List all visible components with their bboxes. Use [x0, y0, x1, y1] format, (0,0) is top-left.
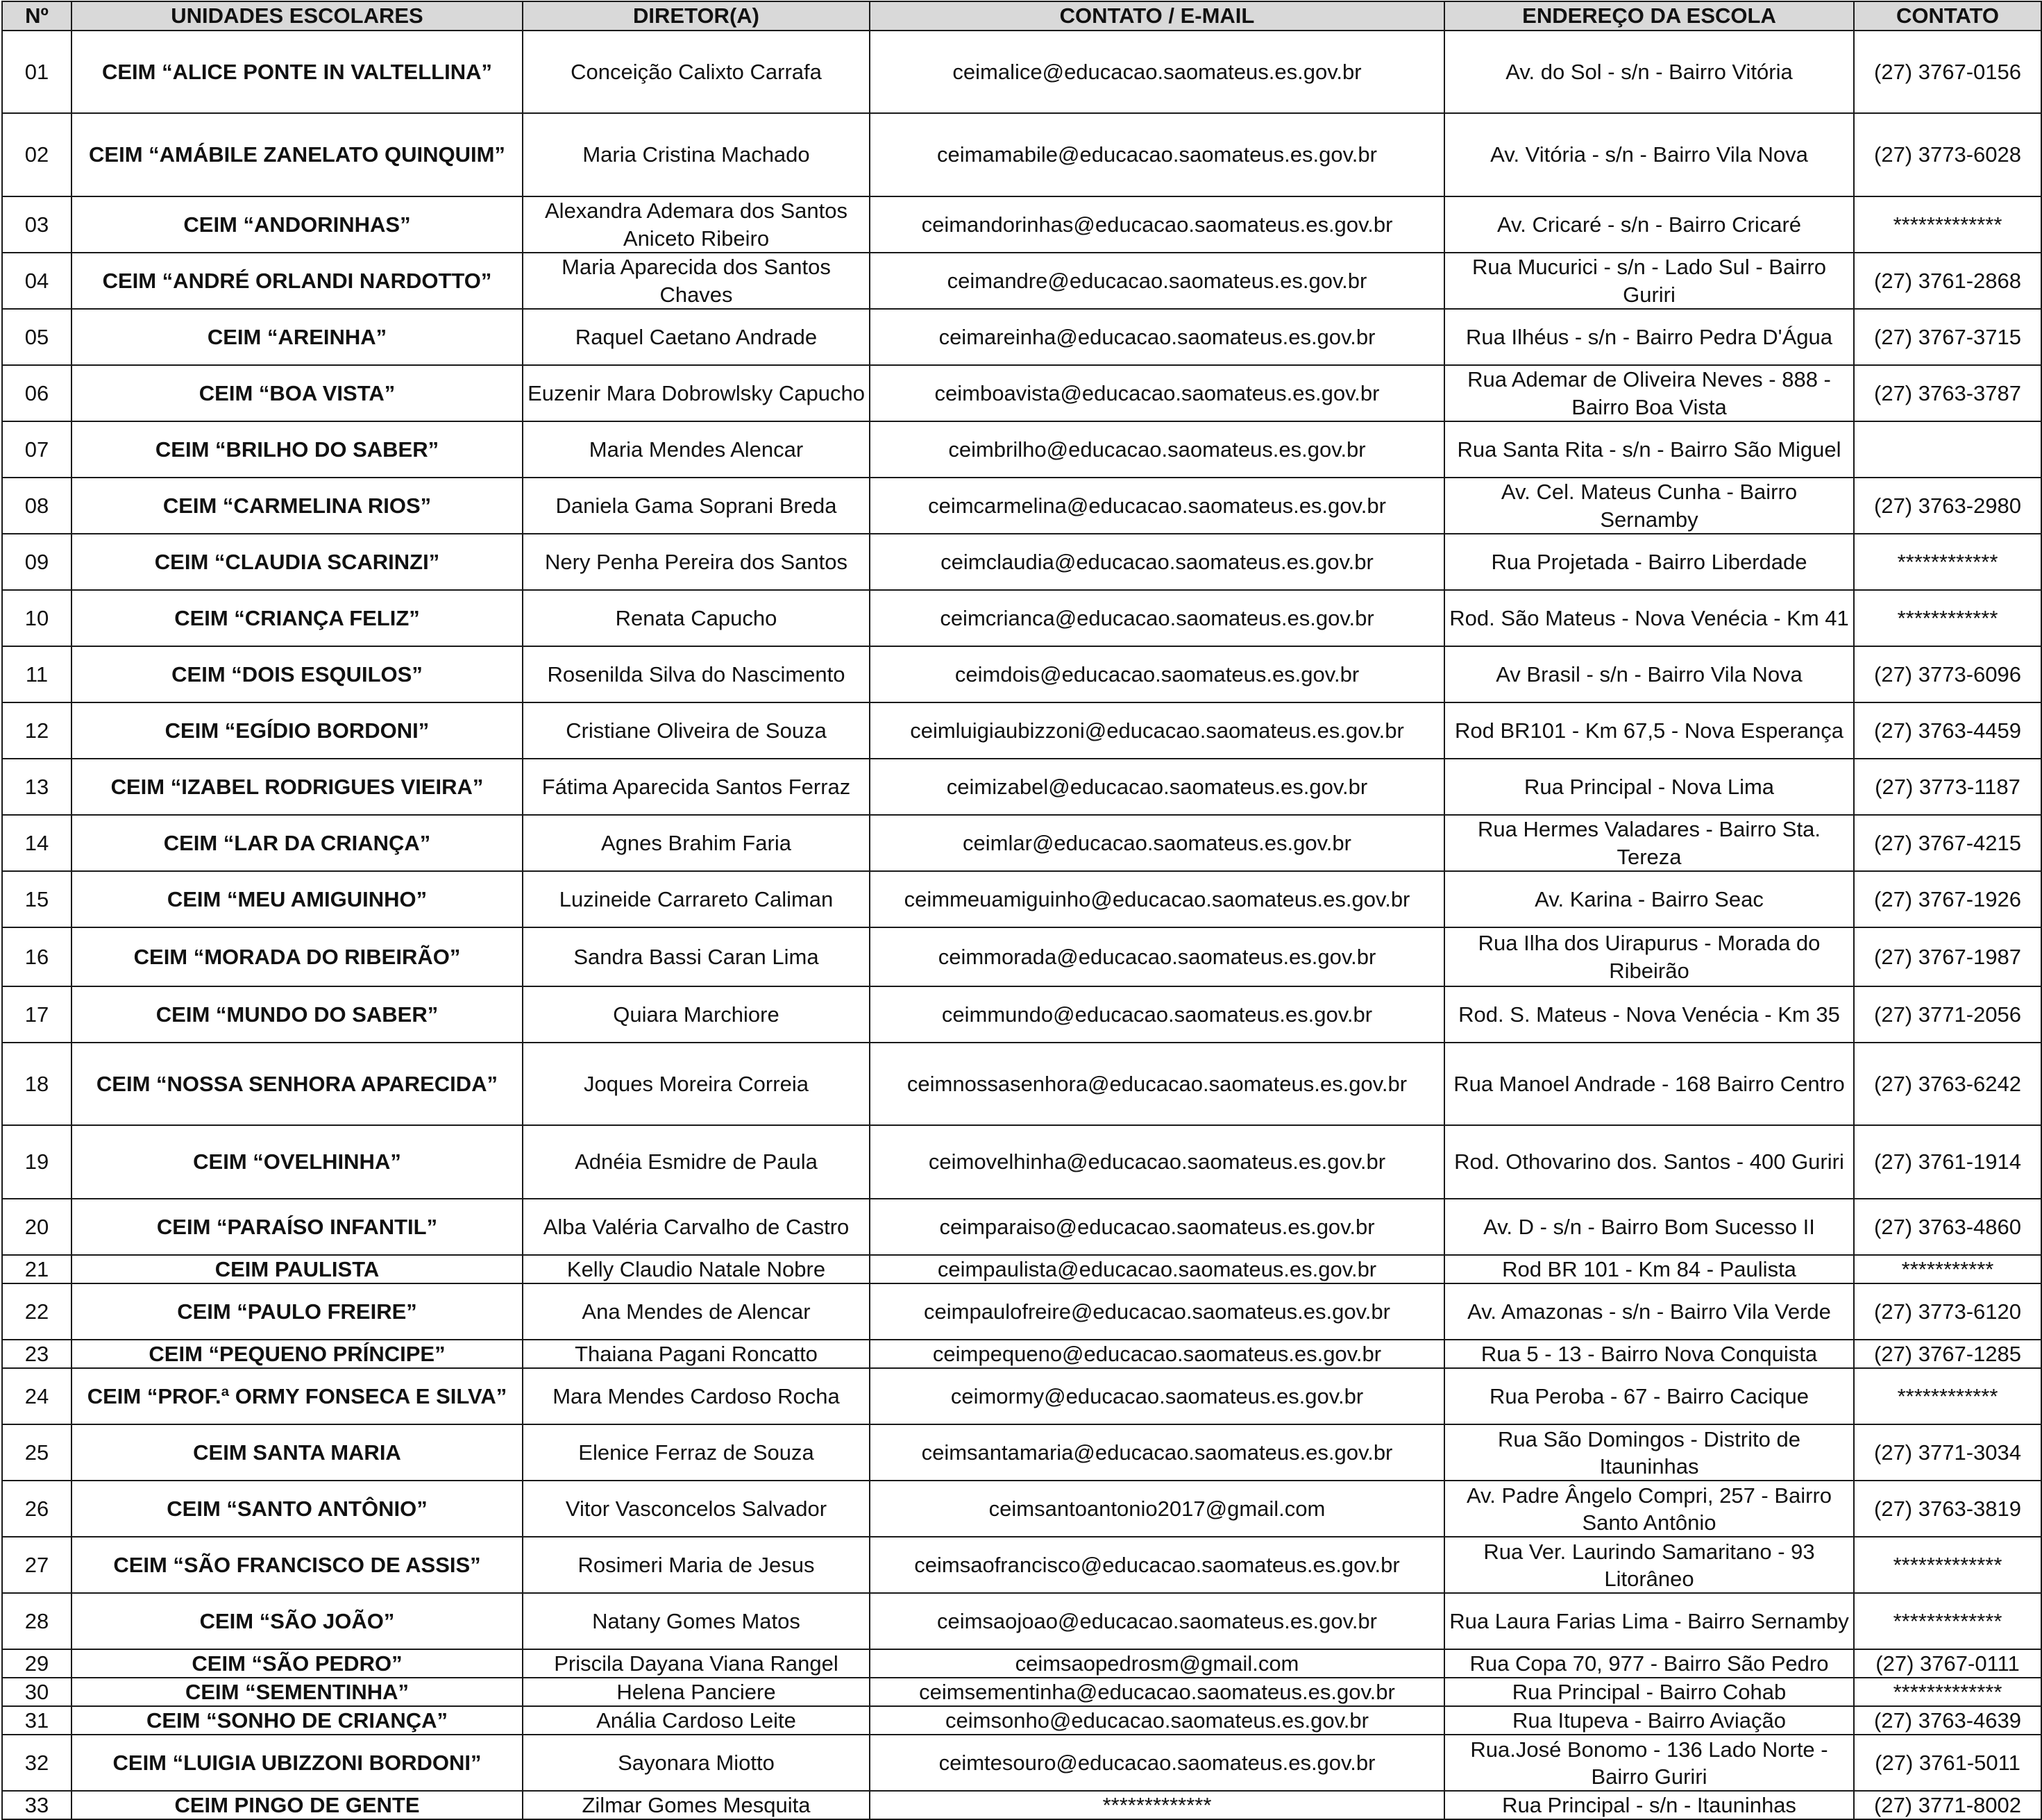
- cell-school: CEIM “PEQUENO PRÍNCIPE”: [71, 1340, 523, 1368]
- table-row: [2, 590, 2041, 646]
- table-row: [2, 1368, 2041, 1424]
- cell-school: CEIM “ANDORINHAS”: [71, 196, 523, 253]
- cell-director: Zilmar Gomes Mesquita: [523, 1791, 870, 1819]
- header-address: ENDEREÇO DA ESCOLA: [1444, 1, 1854, 31]
- cell-address: Av. Padre Ângelo Compri, 257 - Bairro Santo Antônio: [1444, 1481, 1854, 1537]
- header-email: CONTATO / E-MAIL: [870, 1, 1444, 31]
- cell-email: ceimpaulofreire@educacao.saomateus.es.gov.br: [870, 1283, 1444, 1340]
- table-row: [2, 1043, 2041, 1125]
- cell-director: Luzineide Carrareto Caliman: [523, 871, 870, 927]
- cell-address: Rua Santa Rita - s/n - Bairro São Miguel: [1444, 421, 1854, 478]
- cell-email: ceimmeuamiguinho@educacao.saomateus.es.gov.br: [870, 871, 1444, 927]
- table-row: [2, 534, 2041, 590]
- table-row: [2, 1125, 2041, 1199]
- cell-address: Av. Karina - Bairro Seac: [1444, 871, 1854, 927]
- cell-director: Maria Mendes Alencar: [523, 421, 870, 478]
- cell-num: 25: [2, 1424, 71, 1481]
- cell-email: ceimalice@educacao.saomateus.es.gov.br: [870, 31, 1444, 113]
- cell-director: Joques Moreira Correia: [523, 1043, 870, 1125]
- cell-email: ceimclaudia@educacao.saomateus.es.gov.br: [870, 534, 1444, 590]
- cell-director: Adnéia Esmidre de Paula: [523, 1125, 870, 1199]
- cell-address: Rua Copa 70, 977 - Bairro São Pedro: [1444, 1649, 1854, 1678]
- cell-school: CEIM “BRILHO DO SABER”: [71, 421, 523, 478]
- cell-director: Renata Capucho: [523, 590, 870, 646]
- cell-address: Rua São Domingos - Distrito de Itauninhas: [1444, 1424, 1854, 1481]
- cell-phone: (27) 3773-6096: [1854, 646, 2041, 702]
- cell-address: Rua Principal - Nova Lima: [1444, 759, 1854, 815]
- table-row: [2, 31, 2041, 113]
- cell-school: CEIM “CARMELINA RIOS”: [71, 478, 523, 534]
- cell-phone: (27) 3761-1914: [1854, 1125, 2041, 1199]
- cell-num: 18: [2, 1043, 71, 1125]
- cell-num: 12: [2, 702, 71, 759]
- cell-director: Sayonara Miotto: [523, 1735, 870, 1791]
- cell-num: 14: [2, 815, 71, 871]
- table-row: [2, 759, 2041, 815]
- cell-email: ceimdois@educacao.saomateus.es.gov.br: [870, 646, 1444, 702]
- cell-director: Nery Penha Pereira dos Santos: [523, 534, 870, 590]
- cell-phone: (27) 3763-2980: [1854, 478, 2041, 534]
- cell-phone: (27) 3771-2056: [1854, 986, 2041, 1043]
- cell-director: Ana Mendes de Alencar: [523, 1283, 870, 1340]
- cell-address: Rua Principal - Bairro Cohab: [1444, 1678, 1854, 1706]
- cell-phone: [1854, 421, 2041, 478]
- cell-school: CEIM “MORADA DO RIBEIRÃO”: [71, 927, 523, 986]
- cell-school: CEIM SANTA MARIA: [71, 1424, 523, 1481]
- table-row: [2, 253, 2041, 309]
- table-row: [2, 1791, 2041, 1819]
- cell-email: ceimsantoantonio2017@gmail.com: [870, 1481, 1444, 1537]
- cell-email: ceimandre@educacao.saomateus.es.gov.br: [870, 253, 1444, 309]
- cell-email: ceimmundo@educacao.saomateus.es.gov.br: [870, 986, 1444, 1043]
- cell-phone: (27) 3773-6120: [1854, 1283, 2041, 1340]
- cell-address: Rua Manoel Andrade - 168 Bairro Centro: [1444, 1043, 1854, 1125]
- cell-phone: (27) 3771-8002: [1854, 1791, 2041, 1819]
- cell-address: Rod. Othovarino dos. Santos - 400 Guriri: [1444, 1125, 1854, 1199]
- cell-address: Rua Itupeva - Bairro Aviação: [1444, 1706, 1854, 1735]
- cell-school: CEIM “LUIGIA UBIZZONI BORDONI”: [71, 1735, 523, 1791]
- cell-email: ceimovelhinha@educacao.saomateus.es.gov.br: [870, 1125, 1444, 1199]
- cell-email: ceimandorinhas@educacao.saomateus.es.gov.br: [870, 196, 1444, 253]
- cell-director: Alexandra Ademara dos Santos Aniceto Ribeiro: [523, 196, 870, 253]
- cell-email: ceimmorada@educacao.saomateus.es.gov.br: [870, 927, 1444, 986]
- cell-num: 24: [2, 1368, 71, 1424]
- cell-school: CEIM “NOSSA SENHORA APARECIDA”: [71, 1043, 523, 1125]
- cell-phone: (27) 3763-4639: [1854, 1706, 2041, 1735]
- cell-director: Thaiana Pagani Roncatto: [523, 1340, 870, 1368]
- table-row: [2, 309, 2041, 365]
- cell-phone: (27) 3773-1187: [1854, 759, 2041, 815]
- table-row: [2, 1593, 2041, 1649]
- cell-director: Conceição Calixto Carrafa: [523, 31, 870, 113]
- cell-email: ceimparaiso@educacao.saomateus.es.gov.br: [870, 1199, 1444, 1255]
- cell-num: 17: [2, 986, 71, 1043]
- cell-address: Rua Ademar de Oliveira Neves - 888 - Bairro Boa Vista: [1444, 365, 1854, 421]
- cell-num: 32: [2, 1735, 71, 1791]
- cell-phone: (27) 3771-3034: [1854, 1424, 2041, 1481]
- cell-director: Kelly Claudio Natale Nobre: [523, 1255, 870, 1283]
- cell-email: ceimnossasenhora@educacao.saomateus.es.gov.br: [870, 1043, 1444, 1125]
- table-row: [2, 871, 2041, 927]
- table-row: [2, 365, 2041, 421]
- cell-email: ceimsaofrancisco@educacao.saomateus.es.gov.br: [870, 1537, 1444, 1593]
- table-row: [2, 1340, 2041, 1368]
- cell-director: Vitor Vasconcelos Salvador: [523, 1481, 870, 1537]
- cell-num: 33: [2, 1791, 71, 1819]
- cell-num: 03: [2, 196, 71, 253]
- cell-school: CEIM “MEU AMIGUINHO”: [71, 871, 523, 927]
- cell-director: Alba Valéria Carvalho de Castro: [523, 1199, 870, 1255]
- cell-address: Av. Vitória - s/n - Bairro Vila Nova: [1444, 113, 1854, 196]
- cell-phone: (27) 3763-4860: [1854, 1199, 2041, 1255]
- cell-school: CEIM PINGO DE GENTE: [71, 1791, 523, 1819]
- cell-school: CEIM “SÃO FRANCISCO DE ASSIS”: [71, 1537, 523, 1593]
- cell-email: ceimsaopedrosm@gmail.com: [870, 1649, 1444, 1678]
- cell-school: CEIM “BOA VISTA”: [71, 365, 523, 421]
- cell-school: CEIM “AMÁBILE ZANELATO QUINQUIM”: [71, 113, 523, 196]
- cell-num: 09: [2, 534, 71, 590]
- cell-school: CEIM “SÃO PEDRO”: [71, 1649, 523, 1678]
- cell-director: Raquel Caetano Andrade: [523, 309, 870, 365]
- cell-address: Av. Cel. Mateus Cunha - Bairro Sernamby: [1444, 478, 1854, 534]
- cell-num: 10: [2, 590, 71, 646]
- cell-email: ceimluigiaubizzoni@educacao.saomateus.es.gov.br: [870, 702, 1444, 759]
- cell-phone: (27) 3767-4215: [1854, 815, 2041, 871]
- cell-email: ceimtesouro@educacao.saomateus.es.gov.br: [870, 1735, 1444, 1791]
- cell-email: ceimcarmelina@educacao.saomateus.es.gov.br: [870, 478, 1444, 534]
- cell-school: CEIM “DOIS ESQUILOS”: [71, 646, 523, 702]
- cell-director: Maria Aparecida dos Santos Chaves: [523, 253, 870, 309]
- cell-address: Rua 5 - 13 - Bairro Nova Conquista: [1444, 1340, 1854, 1368]
- cell-phone: ************: [1854, 590, 2041, 646]
- cell-school: CEIM “ANDRÉ ORLANDI NARDOTTO”: [71, 253, 523, 309]
- cell-phone: (27) 3763-3819: [1854, 1481, 2041, 1537]
- cell-director: Rosimeri Maria de Jesus: [523, 1537, 870, 1593]
- table-row: [2, 927, 2041, 986]
- cell-school: CEIM “MUNDO DO SABER”: [71, 986, 523, 1043]
- cell-num: 19: [2, 1125, 71, 1199]
- cell-address: Av. do Sol - s/n - Bairro Vitória: [1444, 31, 1854, 113]
- table-row: [2, 815, 2041, 871]
- table-row: [2, 646, 2041, 702]
- cell-phone: ************: [1854, 534, 2041, 590]
- cell-director: Helena Panciere: [523, 1678, 870, 1706]
- cell-address: Rua Peroba - 67 - Bairro Cacique: [1444, 1368, 1854, 1424]
- cell-address: Rod. São Mateus - Nova Venécia - Km 41: [1444, 590, 1854, 646]
- cell-num: 11: [2, 646, 71, 702]
- cell-address: Rua Mucurici - s/n - Lado Sul - Bairro Guriri: [1444, 253, 1854, 309]
- cell-num: 22: [2, 1283, 71, 1340]
- cell-address: Rua Principal - s/n - Itauninhas: [1444, 1791, 1854, 1819]
- cell-school: CEIM “PROF.ª ORMY FONSECA E SILVA”: [71, 1368, 523, 1424]
- cell-school: CEIM “LAR DA CRIANÇA”: [71, 815, 523, 871]
- cell-num: 27: [2, 1537, 71, 1593]
- cell-director: Cristiane Oliveira de Souza: [523, 702, 870, 759]
- cell-num: 05: [2, 309, 71, 365]
- header-num: Nº: [2, 1, 71, 31]
- table-row: [2, 196, 2041, 253]
- cell-address: Rua Ver. Laurindo Samaritano - 93 Litorâneo: [1444, 1537, 1854, 1593]
- cell-num: 08: [2, 478, 71, 534]
- cell-phone: (27) 3767-0111: [1854, 1649, 2041, 1678]
- cell-phone: *************: [1854, 1593, 2041, 1649]
- table-row: [2, 1706, 2041, 1735]
- cell-email: ceimsementinha@educacao.saomateus.es.gov.br: [870, 1678, 1444, 1706]
- header-school: UNIDADES ESCOLARES: [71, 1, 523, 31]
- cell-director: Priscila Dayana Viana Rangel: [523, 1649, 870, 1678]
- cell-phone: (27) 3767-1926: [1854, 871, 2041, 927]
- cell-phone: (27) 3767-1987: [1854, 927, 2041, 986]
- cell-num: 29: [2, 1649, 71, 1678]
- cell-address: Rua Projetada - Bairro Liberdade: [1444, 534, 1854, 590]
- cell-director: Quiara Marchiore: [523, 986, 870, 1043]
- cell-phone: (27) 3763-3787: [1854, 365, 2041, 421]
- cell-num: 04: [2, 253, 71, 309]
- cell-email: ceimpequeno@educacao.saomateus.es.gov.br: [870, 1340, 1444, 1368]
- cell-num: 30: [2, 1678, 71, 1706]
- table-row: [2, 702, 2041, 759]
- cell-phone: (27) 3767-1285: [1854, 1340, 2041, 1368]
- cell-phone: *************: [1854, 1537, 2041, 1593]
- cell-address: Av Brasil - s/n - Bairro Vila Nova: [1444, 646, 1854, 702]
- cell-email: ceimlar@educacao.saomateus.es.gov.br: [870, 815, 1444, 871]
- cell-school: CEIM PAULISTA: [71, 1255, 523, 1283]
- cell-director: Fátima Aparecida Santos Ferraz: [523, 759, 870, 815]
- table-row: [2, 1424, 2041, 1481]
- cell-phone: (27) 3763-4459: [1854, 702, 2041, 759]
- cell-director: Sandra Bassi Caran Lima: [523, 927, 870, 986]
- cell-school: CEIM “ALICE PONTE IN VALTELLINA”: [71, 31, 523, 113]
- header-row: [2, 1, 2041, 31]
- cell-phone: (27) 3761-2868: [1854, 253, 2041, 309]
- table-row: [2, 113, 2041, 196]
- cell-email: ceimormy@educacao.saomateus.es.gov.br: [870, 1368, 1444, 1424]
- cell-phone: (27) 3767-3715: [1854, 309, 2041, 365]
- cell-address: Rua Laura Farias Lima - Bairro Sernamby: [1444, 1593, 1854, 1649]
- cell-address: Rua Hermes Valadares - Bairro Sta. Tereza: [1444, 815, 1854, 871]
- cell-email: ceimamabile@educacao.saomateus.es.gov.br: [870, 113, 1444, 196]
- cell-address: Rod BR 101 - Km 84 - Paulista: [1444, 1255, 1854, 1283]
- cell-email: ceimboavista@educacao.saomateus.es.gov.br: [870, 365, 1444, 421]
- cell-address: Av. Cricaré - s/n - Bairro Cricaré: [1444, 196, 1854, 253]
- cell-director: Elenice Ferraz de Souza: [523, 1424, 870, 1481]
- table-row: [2, 1283, 2041, 1340]
- cell-num: 02: [2, 113, 71, 196]
- schools-table: [1, 1, 2042, 1820]
- cell-school: CEIM “SEMENTINHA”: [71, 1678, 523, 1706]
- cell-director: Mara Mendes Cardoso Rocha: [523, 1368, 870, 1424]
- cell-address: Av. Amazonas - s/n - Bairro Vila Verde: [1444, 1283, 1854, 1340]
- cell-num: 06: [2, 365, 71, 421]
- cell-director: Natany Gomes Matos: [523, 1593, 870, 1649]
- cell-num: 23: [2, 1340, 71, 1368]
- cell-num: 26: [2, 1481, 71, 1537]
- cell-phone: (27) 3773-6028: [1854, 113, 2041, 196]
- cell-email: *************: [870, 1791, 1444, 1819]
- cell-num: 28: [2, 1593, 71, 1649]
- cell-phone: *************: [1854, 1678, 2041, 1706]
- cell-email: ceimsaojoao@educacao.saomateus.es.gov.br: [870, 1593, 1444, 1649]
- cell-num: 20: [2, 1199, 71, 1255]
- cell-num: 07: [2, 421, 71, 478]
- cell-director: Anália Cardoso Leite: [523, 1706, 870, 1735]
- cell-school: CEIM “EGÍDIO BORDONI”: [71, 702, 523, 759]
- cell-school: CEIM “SONHO DE CRIANÇA”: [71, 1706, 523, 1735]
- cell-director: Maria Cristina Machado: [523, 113, 870, 196]
- cell-director: Daniela Gama Soprani Breda: [523, 478, 870, 534]
- cell-email: ceimbrilho@educacao.saomateus.es.gov.br: [870, 421, 1444, 478]
- cell-school: CEIM “CRIANÇA FELIZ”: [71, 590, 523, 646]
- cell-address: Av. D - s/n - Bairro Bom Sucesso II: [1444, 1199, 1854, 1255]
- cell-email: ceimareinha@educacao.saomateus.es.gov.br: [870, 309, 1444, 365]
- cell-director: Agnes Brahim Faria: [523, 815, 870, 871]
- table-row: [2, 1199, 2041, 1255]
- cell-school: CEIM “CLAUDIA SCARINZI”: [71, 534, 523, 590]
- cell-num: 15: [2, 871, 71, 927]
- table-row: [2, 478, 2041, 534]
- cell-email: ceimizabel@educacao.saomateus.es.gov.br: [870, 759, 1444, 815]
- cell-school: CEIM “SANTO ANTÔNIO”: [71, 1481, 523, 1537]
- cell-phone: (27) 3763-6242: [1854, 1043, 2041, 1125]
- cell-email: ceimcrianca@educacao.saomateus.es.gov.br: [870, 590, 1444, 646]
- cell-address: Rua Ilhéus - s/n - Bairro Pedra D'Água: [1444, 309, 1854, 365]
- cell-address: Rod BR101 - Km 67,5 - Nova Esperança: [1444, 702, 1854, 759]
- cell-phone: (27) 3767-0156: [1854, 31, 2041, 113]
- cell-address: Rod. S. Mateus - Nova Venécia - Km 35: [1444, 986, 1854, 1043]
- header-phone: CONTATO: [1854, 1, 2041, 31]
- table-row: [2, 1649, 2041, 1678]
- cell-phone: ************: [1854, 1368, 2041, 1424]
- cell-phone: (27) 3761-5011: [1854, 1735, 2041, 1791]
- cell-director: Euzenir Mara Dobrowlsky Capucho: [523, 365, 870, 421]
- cell-num: 31: [2, 1706, 71, 1735]
- table-row: [2, 986, 2041, 1043]
- cell-email: ceimsantamaria@educacao.saomateus.es.gov.br: [870, 1424, 1444, 1481]
- cell-num: 13: [2, 759, 71, 815]
- cell-school: CEIM “PAULO FREIRE”: [71, 1283, 523, 1340]
- cell-num: 01: [2, 31, 71, 113]
- cell-num: 16: [2, 927, 71, 986]
- table-row: [2, 1735, 2041, 1791]
- table-row: [2, 1537, 2041, 1593]
- header-director: DIRETOR(A): [523, 1, 870, 31]
- cell-email: ceimsonho@educacao.saomateus.es.gov.br: [870, 1706, 1444, 1735]
- cell-num: 21: [2, 1255, 71, 1283]
- table-row: [2, 1678, 2041, 1706]
- table-row: [2, 1255, 2041, 1283]
- cell-address: Rua Ilha dos Uirapurus - Morada do Ribeirão: [1444, 927, 1854, 986]
- cell-school: CEIM “OVELHINHA”: [71, 1125, 523, 1199]
- table-row: [2, 421, 2041, 478]
- cell-phone: *************: [1854, 196, 2041, 253]
- cell-address: Rua.José Bonomo - 136 Lado Norte - Bairro Guriri: [1444, 1735, 1854, 1791]
- cell-school: CEIM “AREINHA”: [71, 309, 523, 365]
- cell-email: ceimpaulista@educacao.saomateus.es.gov.br: [870, 1255, 1444, 1283]
- cell-school: CEIM “IZABEL RODRIGUES VIEIRA”: [71, 759, 523, 815]
- cell-school: CEIM “SÃO JOÃO”: [71, 1593, 523, 1649]
- cell-phone: ***********: [1854, 1255, 2041, 1283]
- cell-school: CEIM “PARAÍSO INFANTIL”: [71, 1199, 523, 1255]
- table-row: [2, 1481, 2041, 1537]
- cell-director: Rosenilda Silva do Nascimento: [523, 646, 870, 702]
